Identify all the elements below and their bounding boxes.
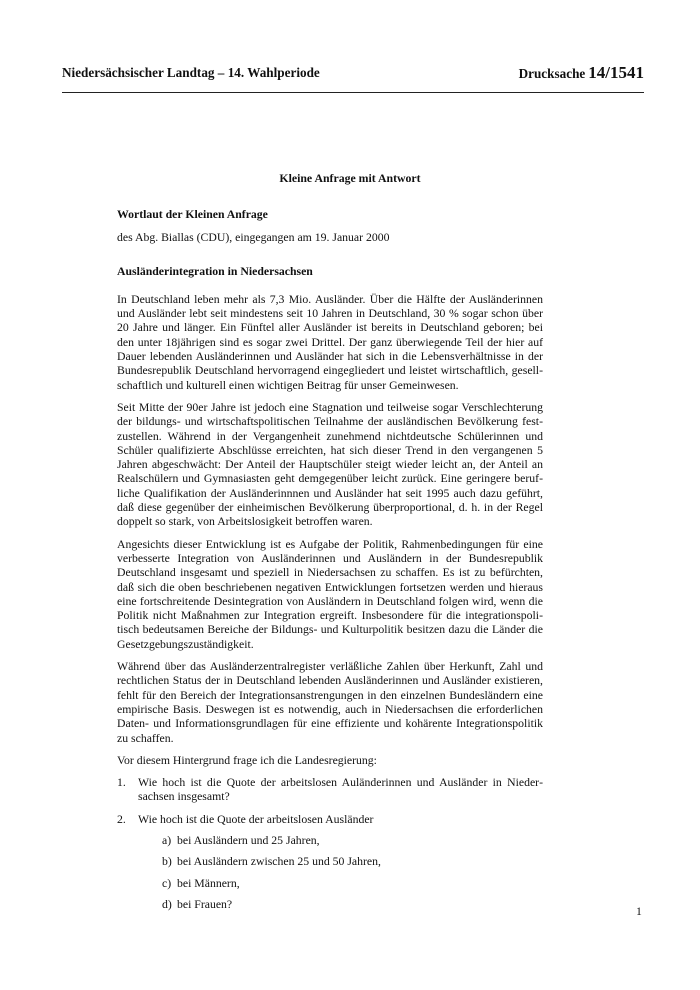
document-type-title: Kleine Anfrage mit Antwort: [279, 171, 421, 185]
sub-question-letter: a): [162, 833, 172, 847]
paragraph: Angesichts dieser Entwicklung ist es Aufgabe der Politik, Rahmenbedingungen für eine verbesserte Integration von Ausländerinnen und Ausländern in der Bundesrepublik Deutschland insgesamt und speziell in Niedersachsen zu schaffen. Es ist zu befürchten, daß sich die oben beschriebenen negativen Entwicklungen fortsetzen werden und hieraus eine fortschreitende Desintegration von Ausländern in Deutschland folgen wird, wenn die Politik nicht Maßnahmen zur Integration ergreift. Insbesondere für die integrationspolitisch bedeutsamen Bereiche der Bildungs- und Kulturpolitik besitzen dazu die Länder die Gesetzgebungszuständigkeit.: [117, 537, 543, 651]
drucksache-number: 14/1541: [588, 63, 644, 82]
sub-question-item: [162, 877, 543, 891]
sub-question-letter: c): [162, 876, 172, 890]
paragraph: Während über das Ausländerzentralregister verläßliche Zahlen über Herkunft, Zahl und rechtlichen Status der in Deutschland lebenden Ausländerinnen und Ausländer existieren, fehlt für den Bereich der Integrationsanstrengungen in den einzelnen Bundesländern eine empirische Basis. Deswegen ist es notwendig, auch in Niedersachsen die erforderlichen Daten- und Informationsgrundlagen für eine effiziente und kohärente Integrationspolitik zu schaffen.: [117, 660, 543, 745]
page-number: 1: [636, 905, 642, 918]
parliament-name: Niedersächsischer Landtag – 14. Wahlperiode: [62, 65, 320, 80]
document-number: [519, 63, 644, 83]
question-item: [117, 776, 543, 805]
inquiry-topic: Ausländerintegration in Niedersachsen: [117, 264, 313, 278]
question-item: [117, 813, 543, 912]
question-number: 2.: [117, 812, 126, 826]
header-divider: [62, 92, 644, 93]
questions-intro: Vor diesem Hintergrund frage ich die Landesregierung:: [117, 753, 377, 767]
page-header: [62, 63, 644, 83]
sub-question-list: [138, 834, 543, 912]
paragraph: In Deutschland leben mehr als 7,3 Mio. Ausländer. Über die Hälfte der Ausländerinnen und Ausländer lebt seit mindestens seit 10 Jahren in Deutschland, 30 % sogar schon über 20 Jahre und länger. Ein Fünftel aller Ausländer ist bereits in Deutschland geboren; bei den unter 18jährigen sind es sogar zwei Drittel. Der ganz überwiegende Teil der hier auf Dauer lebenden Ausländerinnen und Ausländer hat sich in die Lebensverhältnisse in der Bundesrepublik Deutschland hervorragend eingegliedert und leistet wirtschaftlich, gesellschaftlich und kulturell einen wichtigen Beitrag für unser Gemeinwesen.: [117, 292, 543, 392]
paragraph: Seit Mitte der 90er Jahre ist jedoch eine Stagnation und teilweise sogar Verschlechterung der bildungs- und wirtschaftspolitischen Teilnahme der ausländischen Bevölkerung festzustellen. Während in der Vergangenheit zunehmend nichtdeutsche Schülerinnen und Schüler qualifizierte Abschlüsse erreichten, hat sich dieser Trend in den vergangenen 5 Jahren abgeschwächt: Der Anteil der Hauptschüler steigt wieder leicht an, der Anteil an Realschülern und Gymnasiasten geht demgegenüber leicht zurück. Eine geringere berufliche Qualifikation der Ausländerinnnen und Ausländer hat seit 1995 auch dazu geführt, daß diese gegenüber der einheimischen Bevölkerung überproportional, d. h. in der Regel doppelt so stark, von Arbeitslosigkeit betroffen waren.: [117, 400, 543, 529]
sub-question-item: [162, 898, 543, 912]
drucksache-label: Drucksache: [518, 66, 586, 81]
sub-question-item: [162, 834, 543, 848]
question-text: Wie hoch ist die Quote der arbeitslosen Auländerinnen und Ausländer in Niedersachsen insgesamt?: [138, 776, 543, 804]
sub-question-item: [162, 855, 543, 869]
inquiry-meta: des Abg. Biallas (CDU), eingegangen am 19. Januar 2000: [117, 231, 390, 245]
sub-question-text: bei Frauen?: [177, 897, 233, 911]
document-body: [117, 208, 543, 912]
sub-question-text: bei Ausländern und 25 Jahren,: [177, 833, 320, 847]
sub-question-text: bei Ausländern zwischen 25 und 50 Jahren,: [177, 855, 381, 869]
sub-question-letter: b): [162, 855, 172, 869]
question-text: Wie hoch ist die Quote der arbeitslosen Ausländer: [138, 812, 374, 826]
section-heading: Wortlaut der Kleinen Anfrage: [117, 208, 268, 221]
sub-question-letter: d): [162, 897, 172, 911]
question-number: 1.: [117, 776, 126, 790]
sub-question-text: bei Männern,: [177, 876, 240, 890]
